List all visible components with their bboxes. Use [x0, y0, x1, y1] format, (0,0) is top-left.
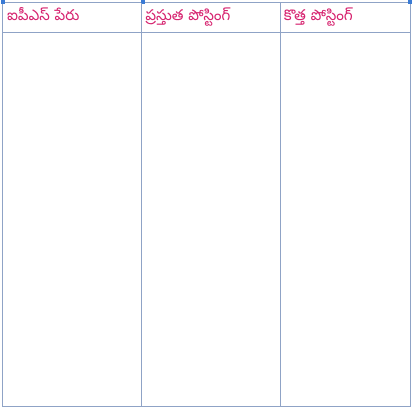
transfer-list-frame [2, 2, 411, 407]
column-divider [280, 3, 281, 406]
header-officer-name: ఐపీఎస్ పేరు [3, 3, 141, 33]
header-current-posting: ప్రస్తుత పోస్టింగ్ [141, 3, 279, 33]
table-header-row [3, 3, 410, 33]
column-divider [141, 3, 142, 406]
ips-transfer-table [3, 3, 410, 33]
header-new-posting: కొత్త పోస్టింగ్ [280, 3, 410, 33]
